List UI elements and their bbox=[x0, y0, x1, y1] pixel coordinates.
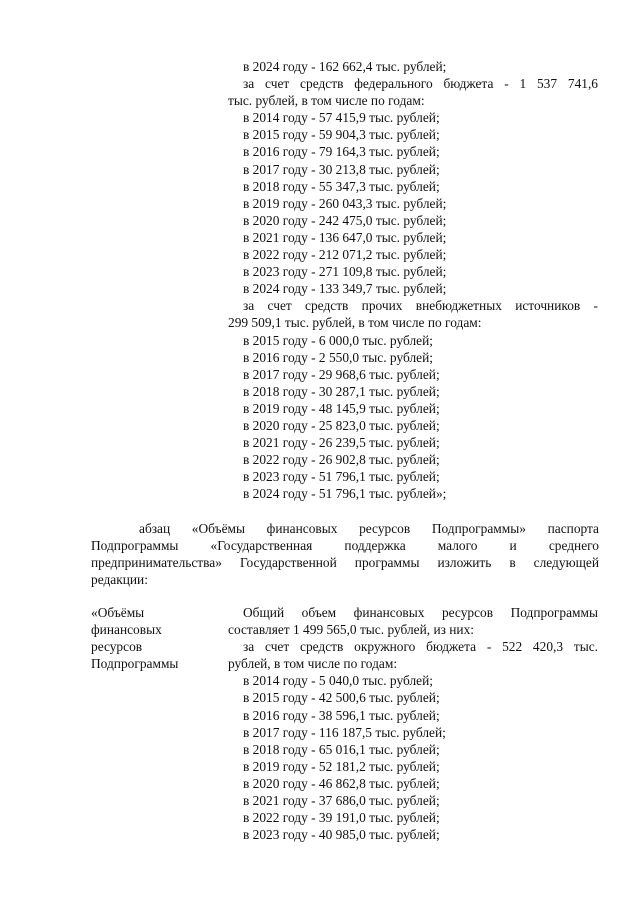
text-line: за счет средств федерального бюджета - 1 537 741,6 bbox=[243, 76, 598, 92]
text-line: в 2021 году - 37 686,0 тыс. рублей; bbox=[243, 793, 440, 809]
text-line: в 2022 году - 26 902,8 тыс. рублей; bbox=[243, 452, 440, 468]
text-line: за счет средств прочих внебюджетных источников - bbox=[243, 298, 598, 314]
text-line: рублей, в том числе по годам: bbox=[228, 656, 398, 672]
text-line: в 2021 году - 26 239,5 тыс. рублей; bbox=[243, 435, 440, 451]
label-line: финансовых bbox=[91, 622, 162, 638]
text-line: в 2017 году - 30 213,8 тыс. рублей; bbox=[243, 161, 440, 177]
text-line: в 2022 году - 212 071,2 тыс. рублей; bbox=[243, 247, 447, 263]
funding-list-continued bbox=[228, 58, 598, 502]
text-line: в 2015 году - 42 500,6 тыс. рублей; bbox=[243, 690, 440, 706]
text-line: в 2024 году - 162 662,4 тыс. рублей; bbox=[243, 59, 447, 74]
text-line: 299 509,1 тыс. рублей, в том числе по годам: bbox=[228, 315, 482, 331]
funding-list-subprogram bbox=[228, 604, 598, 843]
text-line: в 2018 году - 30 287,1 тыс. рублей; bbox=[243, 383, 440, 399]
text-line: предпринимательства» Государственной программы изложить в следующей bbox=[91, 555, 599, 571]
text-line: в 2024 году - 51 796,1 тыс. рублей»; bbox=[243, 486, 447, 502]
text-line: в 2023 году - 51 796,1 тыс. рублей; bbox=[243, 469, 440, 485]
text-line: в 2016 году - 2 550,0 тыс. рублей; bbox=[243, 349, 433, 365]
text-line: Подпрограммы «Государственная поддержка малого и среднего bbox=[91, 538, 599, 554]
text-line: Общий объем финансовых ресурсов Подпрограммы bbox=[243, 605, 598, 620]
label-line: ресурсов bbox=[91, 639, 143, 655]
text-line: в 2017 году - 116 187,5 тыс. рублей; bbox=[243, 724, 446, 740]
text-line: тыс. рублей, в том числе по годам: bbox=[228, 93, 425, 109]
amendment-paragraph bbox=[91, 520, 599, 588]
text-line: в 2016 году - 79 164,3 тыс. рублей; bbox=[243, 144, 440, 160]
text-line: составляет 1 499 565,0 тыс. рублей, из них: bbox=[228, 622, 475, 638]
label-line: «Объёмы bbox=[91, 605, 145, 620]
text-line: в 2019 году - 260 043,3 тыс. рублей; bbox=[243, 195, 447, 211]
text-line: за счет средств окружного бюджета - 522 420,3 тыс. bbox=[243, 639, 598, 655]
text-line: в 2023 году - 40 985,0 тыс. рублей; bbox=[243, 827, 440, 843]
text-line: в 2023 году - 271 109,8 тыс. рублей; bbox=[243, 264, 447, 280]
text-line: в 2020 году - 242 475,0 тыс. рублей; bbox=[243, 212, 447, 228]
text-line: в 2017 году - 29 968,6 тыс. рублей; bbox=[243, 366, 440, 382]
text-line: в 2014 году - 57 415,9 тыс. рублей; bbox=[243, 110, 440, 126]
text-line: в 2016 году - 38 596,1 тыс. рублей; bbox=[243, 707, 440, 723]
text-line: в 2015 году - 59 904,3 тыс. рублей; bbox=[243, 127, 440, 143]
text-line: в 2019 году - 48 145,9 тыс. рублей; bbox=[243, 400, 440, 416]
text-line: в 2021 году - 136 647,0 тыс. рублей; bbox=[243, 229, 447, 245]
text-line: абзац «Объёмы финансовых ресурсов Подпрограммы» паспорта bbox=[139, 521, 599, 536]
text-line: в 2015 году - 6 000,0 тыс. рублей; bbox=[243, 332, 433, 348]
text-line: в 2022 году - 39 191,0 тыс. рублей; bbox=[243, 810, 440, 826]
text-line: редакции: bbox=[91, 572, 148, 588]
text-line: в 2014 году - 5 040,0 тыс. рублей; bbox=[243, 673, 433, 689]
text-line: в 2020 году - 46 862,8 тыс. рублей; bbox=[243, 775, 440, 791]
label-line: Подпрограммы bbox=[91, 656, 179, 672]
text-line: в 2018 году - 65 016,1 тыс. рублей; bbox=[243, 741, 440, 757]
table-label-cell bbox=[91, 604, 211, 672]
text-line: в 2024 году - 133 349,7 тыс. рублей; bbox=[243, 281, 447, 297]
text-line: в 2020 году - 25 823,0 тыс. рублей; bbox=[243, 417, 440, 433]
text-line: в 2019 году - 52 181,2 тыс. рублей; bbox=[243, 758, 440, 774]
text-line: в 2018 году - 55 347,3 тыс. рублей; bbox=[243, 178, 440, 194]
